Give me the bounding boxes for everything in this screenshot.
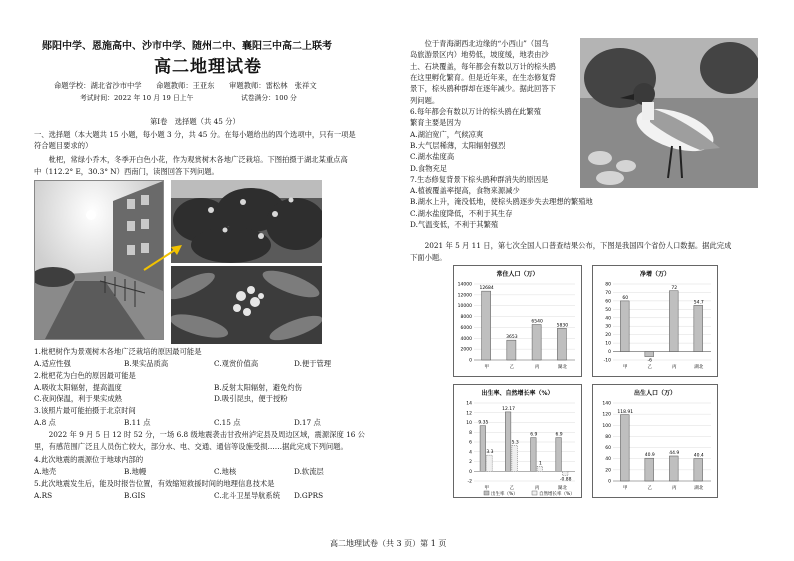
y-tick-label: 6 [469, 440, 472, 446]
question-option: C.15 点 [214, 417, 241, 427]
census-intro-2: 下面小题。 [410, 253, 447, 262]
y-tick-label: 0 [469, 358, 472, 364]
y-tick-label: 60 [605, 299, 611, 305]
y-tick-label: 80 [605, 434, 611, 440]
data-label: -6 [647, 358, 652, 364]
quake-intro-1: 2022 年 9 月 5 日 12 时 52 分，一场 6.8 级地震袭击甘孜州泸定县及周边区域，震源深度 16 公 [34, 430, 365, 439]
bar [482, 291, 491, 360]
bar [556, 438, 562, 472]
y-tick-label: 2 [469, 460, 472, 465]
meta-line-2: 考试时间：2022 年 10 月 19 日上午 试卷满分：100 分 [80, 94, 297, 102]
legend-swatch [484, 491, 489, 495]
question-option: D.便于管理 [294, 358, 332, 368]
instruction-2: 符合题目要求的） [34, 141, 93, 150]
question-stem: 5.此次地震发生后，能及时报告位置，有效缩短救援时间的地理信息技术是 [34, 479, 275, 488]
question-stem: 3.该照片最可能拍摄于北京时间 [34, 406, 136, 415]
x-tick-label: 甲 [484, 486, 489, 491]
question-option: C.湖水盐度高 [410, 152, 455, 162]
bar [562, 471, 568, 475]
data-label: 9.35 [478, 420, 489, 426]
gull-photo [580, 38, 758, 188]
intro-line: 景下，棕头鸥种群却在逐年减少。据此回答下 [410, 84, 556, 94]
y-tick-label: 30 [605, 324, 611, 330]
bar [557, 328, 566, 360]
data-label: 40.9 [644, 453, 655, 459]
x-tick-label: 湖北 [557, 486, 567, 491]
y-tick-label: 40 [605, 457, 611, 463]
bar [620, 301, 629, 352]
question-stem: 繁育主要是因为 [410, 118, 462, 128]
question-option: B.湖水上升，淹没低地，使棕头鸥逐步失去理想的繁殖地 [410, 197, 593, 207]
y-tick-label: 6000 [460, 325, 472, 331]
y-tick-label: 120 [602, 412, 611, 418]
chart-title: 出生率、自然增长率（%） [481, 390, 554, 397]
bar [645, 458, 654, 481]
y-tick-label: 14 [466, 401, 472, 407]
intro-line: 在这里孵化繁育。但是近年来，在生态修复背 [410, 72, 556, 82]
data-label: 6.9 [530, 432, 538, 438]
bar [694, 458, 703, 481]
section-title: 第Ⅰ卷 选择题（共 45 分） [150, 117, 240, 126]
question-option: D.吸引昆虫，便于授粉 [214, 394, 288, 403]
question-option: A.8 点 [34, 417, 56, 427]
y-tick-label: 100 [602, 423, 611, 429]
y-tick-label: 12000 [457, 293, 472, 299]
y-tick-label: 4 [469, 450, 472, 456]
bar [531, 438, 537, 472]
y-tick-label: 70 [605, 290, 611, 296]
chart-birth-rate [453, 384, 582, 498]
bar [537, 466, 543, 471]
bar [532, 324, 541, 360]
data-label: 60 [622, 295, 629, 301]
data-label: 3653 [506, 335, 518, 341]
y-tick-label: 0 [608, 479, 611, 485]
question-option: C.北斗卫星导航系统 [214, 490, 281, 500]
intro-line: 位于青海湖西北边缘的“小西山”（国鸟 [410, 39, 549, 48]
question-option: A.植被覆盖率提高，食物来源减少 [410, 186, 520, 196]
y-tick-label: 40 [605, 316, 611, 322]
bar [480, 426, 486, 472]
x-tick-label: 丙 [672, 365, 677, 370]
question-option: B.11 点 [124, 417, 151, 427]
y-tick-label: 4000 [460, 336, 472, 342]
quake-intro-2: 里，有感范围广泛且人员伤亡较大，部分水、电、交通、通信等设施受损……据此完成下列问题。 [34, 442, 348, 451]
y-tick-label: 50 [605, 307, 611, 313]
data-label: 40.4 [693, 453, 704, 459]
data-label: -0.88 [559, 477, 572, 483]
flower-photo [171, 266, 322, 344]
y-tick-label: 20 [605, 333, 611, 339]
legend-label: 出生率（%） [491, 492, 518, 497]
question-option: B.GIS [124, 490, 146, 500]
bar [669, 291, 678, 352]
data-label: 72 [671, 285, 678, 291]
data-label: 6540 [531, 319, 543, 325]
bar [669, 456, 678, 481]
chart-net-increase [592, 265, 718, 377]
bar [694, 305, 703, 351]
y-tick-label: 2000 [460, 347, 472, 353]
question-option: A.湖泊宽广，气候凉爽 [410, 129, 484, 139]
y-tick-label: 8000 [460, 315, 472, 321]
question-option: A.吸收太阳辐射，提高温度 [34, 382, 122, 392]
x-tick-label: 丙 [534, 486, 540, 491]
x-tick-label: 乙 [509, 365, 515, 370]
x-tick-label: 甲 [484, 365, 489, 370]
data-label: 5.3 [511, 440, 519, 446]
instruction-1: 一、选择题（本大题共 15 小题，每小题 3 分，共 45 分。在每小题给出的四个选项中，只有一项是 [34, 130, 356, 139]
intro-2: 中（112.2° E，30.3° N）西南门，读图回答下列问题。 [34, 167, 219, 176]
question-option: B.地幔 [124, 466, 147, 476]
x-tick-label: 甲 [623, 486, 628, 491]
legend-label: 自然增长率（%） [539, 492, 575, 497]
data-label: 1 [538, 461, 542, 467]
legend-swatch [532, 491, 537, 495]
y-tick-label: 60 [605, 446, 611, 452]
intro-line: 岛旅游景区内）地势低，坡度缓，地表由沙 [410, 50, 549, 60]
bar [645, 352, 654, 357]
question-option: D.软流层 [294, 466, 324, 476]
question-option: D.食物充足 [410, 163, 448, 173]
chart-title: 常住人口（万） [496, 271, 539, 278]
data-label: 118.91 [617, 409, 634, 415]
meta-line-1: 命题学校：湖北省沙市中学 命题教师：王亚东 审题教师：雷松林 张祥文 [54, 81, 317, 90]
question-option: C.观赏价值高 [214, 358, 259, 368]
y-tick-label: 14000 [457, 282, 472, 288]
question-stem: 2.枇杷花为白色的原因最可能是 [34, 371, 136, 380]
intro-line: 土、石块覆盖，每年都会有数以万计的棕头鸥 [410, 61, 556, 71]
chart-title: 净增（万） [639, 271, 671, 278]
data-label: 6.9 [555, 432, 563, 438]
bar [512, 445, 518, 471]
tree-photo [171, 180, 322, 263]
question-option: C.湖水盐度降低，不利于其生存 [410, 208, 513, 218]
y-tick-label: 10 [466, 421, 472, 426]
question-stem: 1.枇杷树作为景观树木各地广泛栽培的原因最可能是 [34, 347, 202, 356]
x-tick-label: 丙 [534, 365, 540, 370]
page-title: 高二地理试卷 [154, 57, 262, 77]
question-option: D.17 点 [294, 417, 321, 427]
question-stem: 7.生态修复背景下棕头鸥种群消失的原因是 [410, 174, 549, 184]
bar [505, 412, 511, 471]
x-tick-label: 丙 [672, 486, 677, 491]
question-stem: 6.每年都会有数以万计的棕头鸥在此繁殖 [410, 107, 542, 116]
question-option: A.RS [34, 490, 53, 500]
data-label: 12.17 [502, 406, 516, 412]
question-option: D.气温变低，不利于其繁殖 [410, 220, 499, 229]
census-intro-1: 2021 年 5 月 11 日，第七次全国人口普查结果公布，下图是我国四个省份人口数据。据此完成 [410, 241, 732, 250]
bar [620, 415, 629, 481]
y-tick-label: 0 [608, 350, 611, 356]
x-tick-label: 湖北 [694, 486, 704, 491]
question-option: B.果实品质高 [124, 358, 169, 368]
question-option: C.地核 [214, 466, 237, 476]
y-tick-label: 12 [466, 411, 472, 417]
school-line: 郧阳中学、恩施高中、沙市中学、随州二中、襄阳三中高二上联考 [42, 41, 332, 52]
x-tick-label: 湖北 [557, 365, 567, 370]
x-tick-label: 乙 [647, 486, 652, 491]
question-option: A.地壳 [34, 466, 57, 476]
question-stem: 4.此次地震的震源位于地球内部的 [34, 455, 144, 464]
data-label: 3.3 [486, 450, 494, 456]
y-tick-label: 8 [469, 430, 472, 436]
page-footer: 高二地理试卷（共 3 页）第 1 页 [330, 539, 447, 548]
chart-title: 出生人口（万） [633, 390, 677, 397]
question-option: B.大气层稀薄，太阳辐射强烈 [410, 140, 506, 150]
x-tick-label: 甲 [623, 365, 628, 370]
y-tick-label: 10 [605, 341, 611, 347]
y-tick-label: 0 [469, 469, 472, 475]
intro-line: 列问题。 [410, 95, 440, 105]
data-label: 12684 [479, 286, 494, 292]
x-tick-label: 乙 [509, 486, 515, 491]
bar [507, 340, 516, 360]
x-tick-label: 湖北 [694, 365, 704, 370]
chart-birth-population [592, 384, 718, 498]
question-option: A.适应性强 [34, 358, 71, 368]
y-tick-label: -10 [603, 358, 611, 364]
bar [487, 455, 493, 471]
y-tick-label: 140 [602, 401, 611, 407]
chart-population [453, 265, 582, 377]
data-label: 54.7 [693, 300, 704, 306]
question-option: B.反射太阳辐射，避免灼伤 [214, 382, 302, 392]
intro-1: 枇杷，常绿小乔木，冬季开白色小花，作为观赏树木各地广泛栽培。下图拍摄于湖北某重点高 [34, 155, 348, 164]
y-tick-label: -2 [467, 479, 472, 485]
question-option: C.夜间保温，利于果实成熟 [34, 394, 122, 403]
y-tick-label: 10000 [457, 304, 472, 310]
x-tick-label: 乙 [647, 365, 652, 370]
data-label: 44.9 [669, 450, 680, 456]
question-option: D.GPRS [294, 490, 324, 500]
pointer-arrow [140, 240, 186, 274]
y-tick-label: 80 [605, 282, 611, 288]
y-tick-label: 20 [605, 468, 611, 474]
data-label: 5830 [556, 323, 569, 329]
